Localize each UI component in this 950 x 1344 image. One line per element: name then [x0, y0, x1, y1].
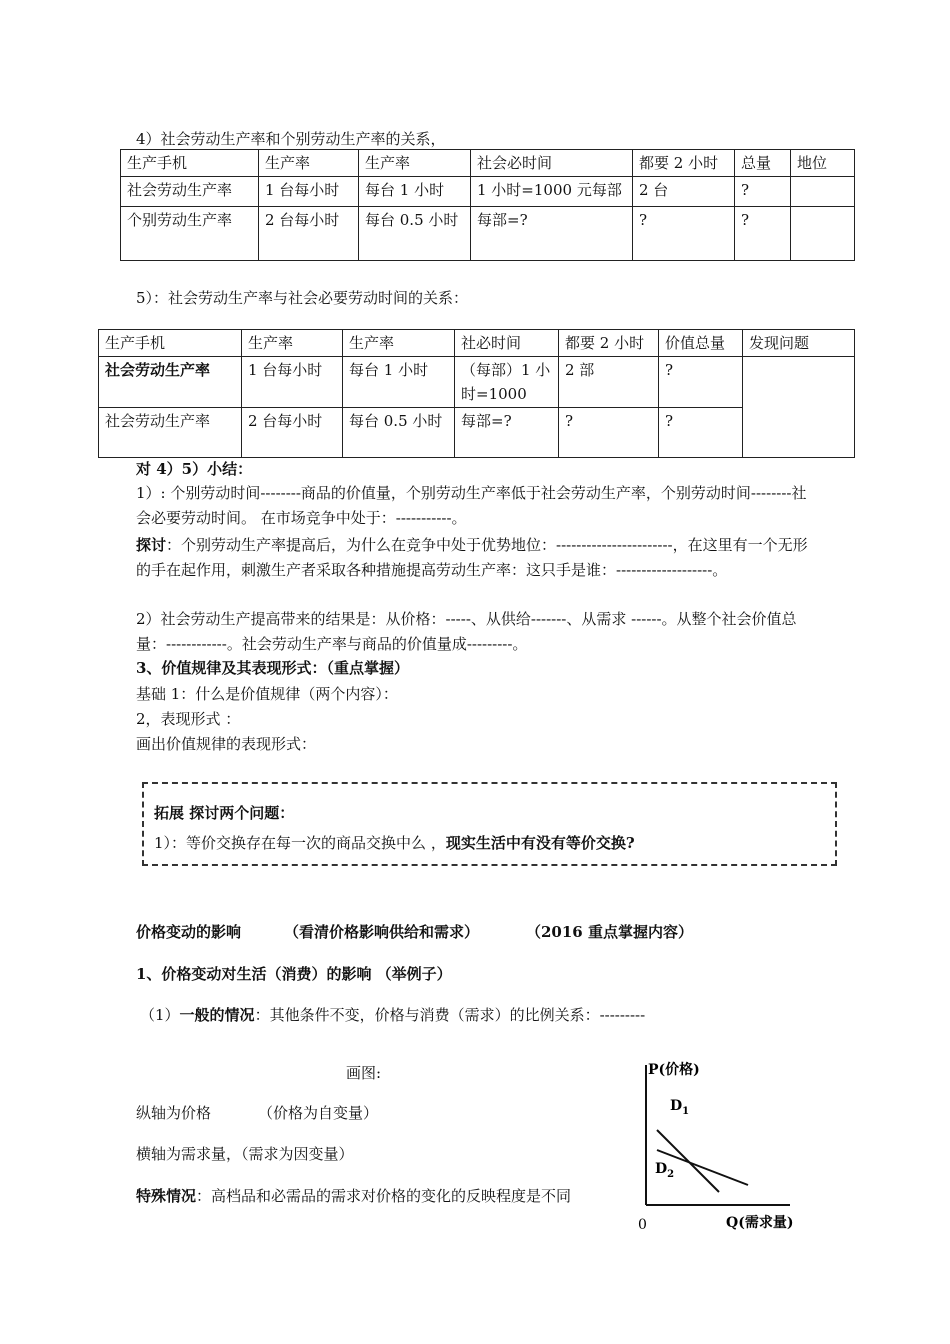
price-heading-a: 价格变动的影响	[136, 923, 242, 941]
table-cell: ?	[735, 177, 791, 207]
special-text: ：高档品和必需品的需求对价格的变化的反映程度是不同	[196, 1187, 572, 1205]
summary-p2	[136, 533, 816, 583]
table-cell: 都要 2 小时	[559, 330, 659, 357]
graph-d1-label	[670, 1098, 689, 1117]
table-cell: 总量	[735, 150, 791, 177]
extension-box	[142, 782, 837, 866]
demand-graph	[630, 1055, 810, 1235]
section4-heading: 4）社会劳动生产率和个别劳动生产率的关系，	[136, 130, 446, 148]
graph-origin: 0	[638, 1217, 647, 1233]
extension-q1-text: 1）：等价交换存在每一次的商品交换中么 ，	[154, 834, 446, 852]
table-cell: ?	[735, 207, 791, 261]
table-row	[99, 330, 855, 357]
table-cell: 社会劳动生产率	[99, 408, 242, 458]
price-general	[140, 1004, 645, 1025]
draw-label: 画图:	[346, 1064, 382, 1082]
graph-d1-sub: 1	[682, 1106, 690, 1117]
table-cell: ?	[659, 408, 743, 458]
table-cell: 社会劳动生产率	[121, 177, 259, 207]
table-row	[121, 207, 855, 261]
graph-d2-sub: 2	[667, 1169, 675, 1180]
extension-title: 拓展 探讨两个问题：	[154, 804, 295, 822]
table-cell: 每台 1 小时	[359, 177, 471, 207]
table-cell: 生产率	[259, 150, 359, 177]
graph-d1-letter: D	[670, 1098, 683, 1114]
table-cell	[743, 357, 855, 458]
summary-p2-label: 探讨	[136, 536, 167, 554]
table-row	[99, 357, 855, 408]
table-cell: 每台 1 小时	[343, 357, 455, 408]
extension-q1	[154, 832, 635, 853]
table-cell: 每台 0.5 小时	[343, 408, 455, 458]
table-row	[121, 150, 855, 177]
price-heading-b: （看清价格影响供给和需求）	[284, 923, 480, 941]
extension-q1-bold: 现实生活中有没有等价交换?	[445, 834, 635, 852]
table-cell: 每部=?	[471, 207, 633, 261]
table-cell: 生产手机	[121, 150, 259, 177]
summary-p2-text: ：个别劳动生产率提高后，为什么在竞争中处于优势地位：-----------------------，在这里有一个无形的手在起作用，刺激生产者采取各种措施提高劳动生产率：这只手是谁：-------------------。	[136, 536, 808, 579]
table-cell: ?	[633, 207, 735, 261]
yaxis-label: 纵轴为价格	[136, 1104, 212, 1122]
table-cell: 生产手机	[99, 330, 242, 357]
law-basis2: 2，表现形式 ：	[136, 710, 241, 728]
table-cell: 价值总量	[659, 330, 743, 357]
price-general-text: ：其他条件不变，价格与消费（需求）的比例关系：---------	[254, 1006, 646, 1024]
table-cell: 生产率	[359, 150, 471, 177]
table-cell: （每部）1 小时=1000	[455, 357, 559, 408]
price-sub1: 1、价格变动对生活（消费）的影响 （举例子）	[136, 965, 452, 983]
section5-heading: 5）：社会劳动生产率与社会必要劳动时间的关系：	[136, 289, 469, 307]
law-basis1: 基础 1：什么是价值规律（两个内容）：	[136, 685, 398, 703]
price-heading-c: （2016 重点掌握内容）	[526, 923, 693, 941]
price-general-prefix: （1）	[140, 1006, 180, 1024]
table-section5	[98, 329, 855, 458]
table-cell: 地位	[791, 150, 855, 177]
table-cell: 2 台每小时	[242, 408, 343, 458]
table-section4	[120, 149, 855, 261]
table-cell: 社必时间	[455, 330, 559, 357]
table-cell: 1 台每小时	[242, 357, 343, 408]
table-cell: 个别劳动生产率	[121, 207, 259, 261]
table-cell: 都要 2 小时	[633, 150, 735, 177]
law-title: 3、价值规律及其表现形式：（重点掌握）	[136, 659, 409, 677]
table-cell: ?	[659, 357, 743, 408]
summary-p1: 1）: 个别劳动时间--------商品的价值量，个别劳动生产率低于社会劳动生产率，个别劳动时间--------社会必要劳动时间。 在市场竞争中处于：-----------。	[136, 484, 807, 527]
table-cell: 发现问题	[743, 330, 855, 357]
special-bold: 特殊情况	[136, 1187, 197, 1205]
table-cell: 2 台	[633, 177, 735, 207]
table-cell: ?	[559, 408, 659, 458]
table-cell	[791, 207, 855, 261]
table-cell: 2 部	[559, 357, 659, 408]
graph-ylabel: P(价格)	[648, 1062, 700, 1078]
table-row	[99, 408, 855, 458]
price-general-bold: 一般的情况	[179, 1006, 255, 1024]
xaxis-label: 横轴为需求量，（需求为因变量）	[136, 1145, 354, 1163]
table-cell: 生产率	[242, 330, 343, 357]
table-cell: 社会必时间	[471, 150, 633, 177]
table-cell: 1 台每小时	[259, 177, 359, 207]
summary-title: 对 4）5）小结：	[136, 460, 253, 478]
yaxis-note: （价格为自变量）	[258, 1104, 379, 1122]
table-cell	[791, 177, 855, 207]
graph-xlabel: Q(需求量)	[726, 1215, 794, 1231]
table-cell: 每台 0.5 小时	[359, 207, 471, 261]
table-cell: 1 小时=1000 元每部	[471, 177, 633, 207]
table-cell: 每部=?	[455, 408, 559, 458]
table-cell: 社会劳动生产率	[99, 357, 242, 408]
table-cell: 生产率	[343, 330, 455, 357]
graph-d2-letter: D	[655, 1161, 668, 1177]
summary-p3: 2）社会劳动生产提高带来的结果是：从价格：-----、从供给-------、从需求 ------。从整个社会价值总量：------------。社会劳动生产率与商品的价值量成---------。	[136, 610, 797, 653]
law-draw: 画出价值规律的表现形式：	[136, 735, 317, 753]
table-cell: 2 台每小时	[259, 207, 359, 261]
table-row	[121, 177, 855, 207]
special-case	[136, 1185, 571, 1206]
graph-d2-label	[655, 1161, 674, 1180]
